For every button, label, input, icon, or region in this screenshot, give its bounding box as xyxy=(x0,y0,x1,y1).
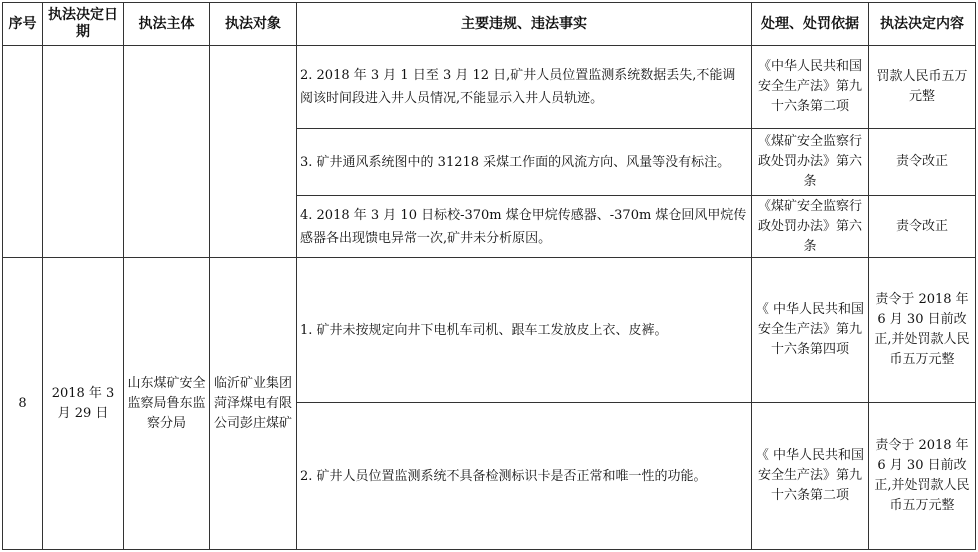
violation-fact: 1. 矿井未按规定向井下电机车司机、跟车工发放皮上衣、皮裤。 xyxy=(297,258,752,403)
header-basis: 处理、处罚依据 xyxy=(752,3,869,46)
violation-fact: 4. 2018 年 3 月 10 日标校-370m 煤仓甲烷传感器、-370m 煤仓回风甲烷传感器各出现馈电异常一次,矿井未分析原因。 xyxy=(297,196,752,258)
enforcement-subject: 山东煤矿安全监察局鲁东监察分局 xyxy=(124,258,210,550)
violation-fact: 3. 矿井通风系统图中的 31218 采煤工作面的风流方向、风量等没有标注。 xyxy=(297,129,752,196)
cell-date-continued xyxy=(43,46,124,258)
decision-content: 责令改正 xyxy=(869,196,976,258)
penalty-basis: 《 中华人民共和国安全生产法》第九十六条第二项 xyxy=(752,403,869,550)
violation-fact: 2. 2018 年 3 月 1 日至 3 月 12 日,矿井人员位置监测系统数据丢失,不能调阅该时间段进入井人员情况,不能显示入井人员轨迹。 xyxy=(297,46,752,129)
header-row xyxy=(3,3,976,46)
table-row xyxy=(3,46,976,129)
decision-date: 2018 年 3 月 29 日 xyxy=(43,258,124,550)
cell-subject-continued xyxy=(124,46,210,258)
decision-content: 罚款人民币五万元整 xyxy=(869,46,976,129)
enforcement-table xyxy=(2,2,976,550)
penalty-basis: 《中华人民共和国安全生产法》第九十六条第二项 xyxy=(752,46,869,129)
penalty-basis: 《 中华人民共和国安全生产法》第九十六条第四项 xyxy=(752,258,869,403)
header-decision-date: 执法决定日期 xyxy=(43,3,124,46)
cell-target-continued xyxy=(210,46,297,258)
decision-content: 责令改正 xyxy=(869,129,976,196)
case-number: 8 xyxy=(3,258,43,550)
header-decision: 执法决定内容 xyxy=(869,3,976,46)
decision-content: 责令于 2018 年 6 月 30 日前改正,并处罚款人民币五万元整 xyxy=(869,403,976,550)
penalty-basis: 《煤矿安全监察行政处罚办法》第六条 xyxy=(752,196,869,258)
header-target: 执法对象 xyxy=(210,3,297,46)
table-row xyxy=(3,258,976,403)
enforcement-target: 临沂矿业集团菏泽煤电有限公司彭庄煤矿 xyxy=(210,258,297,550)
violation-fact: 2. 矿井人员位置监测系统不具备检测标识卡是否正常和唯一性的功能。 xyxy=(297,403,752,550)
header-facts: 主要违规、违法事实 xyxy=(297,3,752,46)
cell-seq-continued xyxy=(3,46,43,258)
penalty-basis: 《煤矿安全监察行政处罚办法》第六条 xyxy=(752,129,869,196)
header-subject: 执法主体 xyxy=(124,3,210,46)
decision-content: 责令于 2018 年 6 月 30 日前改正,并处罚款人民币五万元整 xyxy=(869,258,976,403)
header-seq: 序号 xyxy=(3,3,43,46)
